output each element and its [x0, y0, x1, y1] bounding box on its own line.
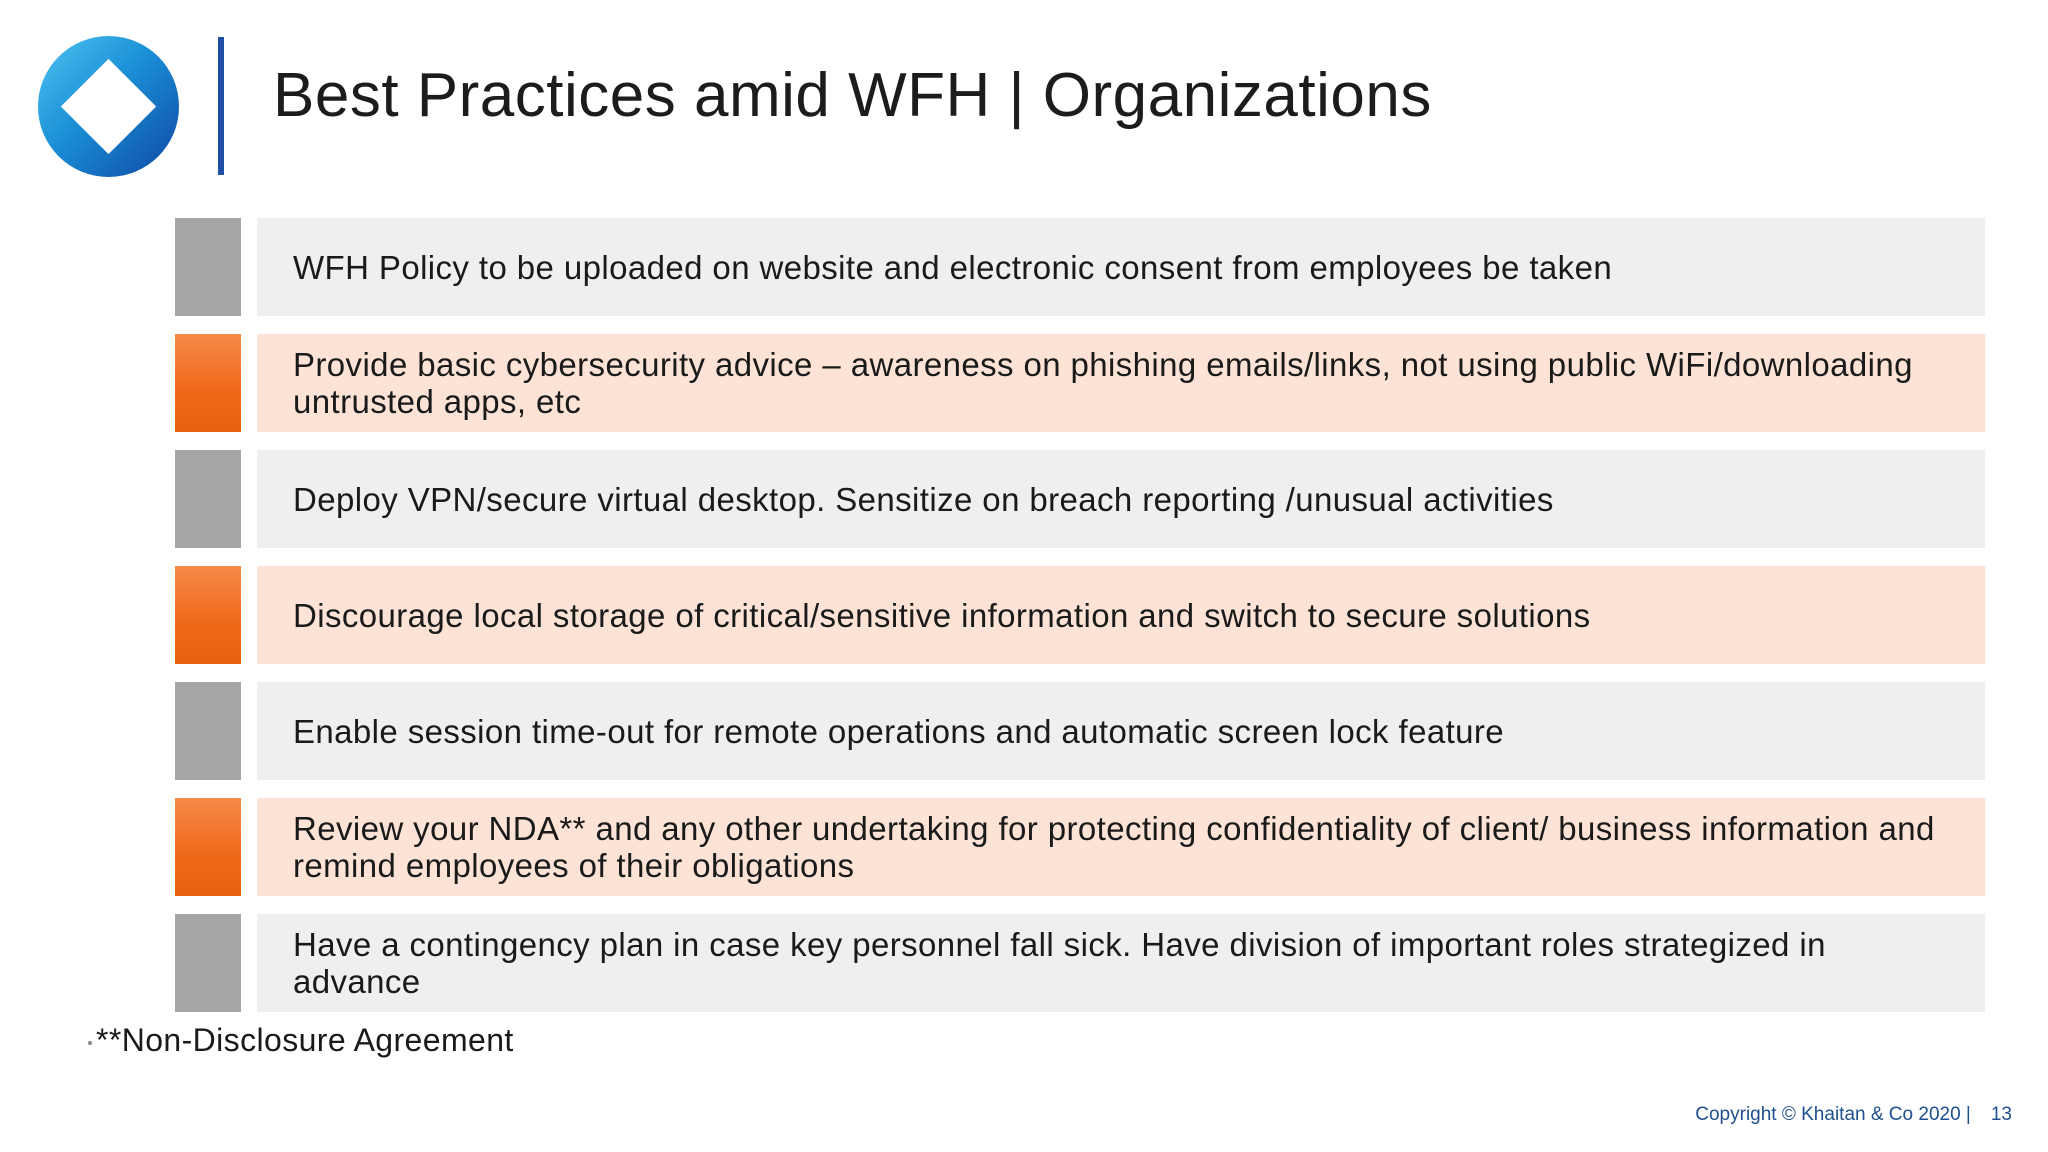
item-marker: [175, 682, 241, 780]
item-text: Have a contingency plan in case key personnel fall sick. Have division of important roles strategized in advance: [293, 926, 1826, 1000]
item-marker: [175, 218, 241, 316]
footnote: [88, 1022, 514, 1059]
item-marker: [175, 450, 241, 548]
footnote-text: **Non-Disclosure Agreement: [96, 1022, 514, 1058]
item-marker: [175, 798, 241, 896]
item-marker: [175, 334, 241, 432]
item-text: Provide basic cybersecurity advice – awareness on phishing emails/links, not using public WiFi/downloading untrusted apps, etc: [293, 346, 1913, 420]
list-item: [175, 682, 1985, 780]
item-box: [257, 914, 1985, 1012]
list-item: [175, 450, 1985, 548]
item-box: [257, 798, 1985, 896]
title-divider: [218, 37, 224, 175]
page-title: Best Practices amid WFH | Organizations: [273, 61, 1432, 130]
item-marker: [175, 914, 241, 1012]
bullet-dot-icon: [88, 1041, 92, 1045]
copyright-footer: [1695, 1104, 2012, 1126]
item-box: [257, 334, 1985, 432]
item-box: [257, 566, 1985, 664]
item-text: Discourage local storage of critical/sensitive information and switch to secure solutions: [293, 596, 1591, 634]
item-text: Deploy VPN/secure virtual desktop. Sensitize on breach reporting /unusual activities: [293, 480, 1554, 518]
list-item: [175, 334, 1985, 432]
list-item: [175, 798, 1985, 896]
item-box: [257, 218, 1985, 316]
best-practices-list: [175, 218, 1985, 1030]
list-item: [175, 914, 1985, 1012]
page-number: 13: [1990, 1104, 2012, 1125]
copyright-text: Copyright © Khaitan & Co 2020 |: [1695, 1104, 1971, 1125]
item-box: [257, 682, 1985, 780]
item-marker: [175, 566, 241, 664]
item-text: Review your NDA** and any other undertaking for protecting confidentiality of client/ business information and remind employees of their obligations: [293, 810, 1935, 884]
list-item: [175, 566, 1985, 664]
list-item: [175, 218, 1985, 316]
item-box: [257, 450, 1985, 548]
item-text: Enable session time-out for remote operations and automatic screen lock feature: [293, 712, 1505, 750]
diamond-ring-logo-icon: [37, 35, 180, 178]
item-text: WFH Policy to be uploaded on website and electronic consent from employees be taken: [293, 248, 1613, 286]
